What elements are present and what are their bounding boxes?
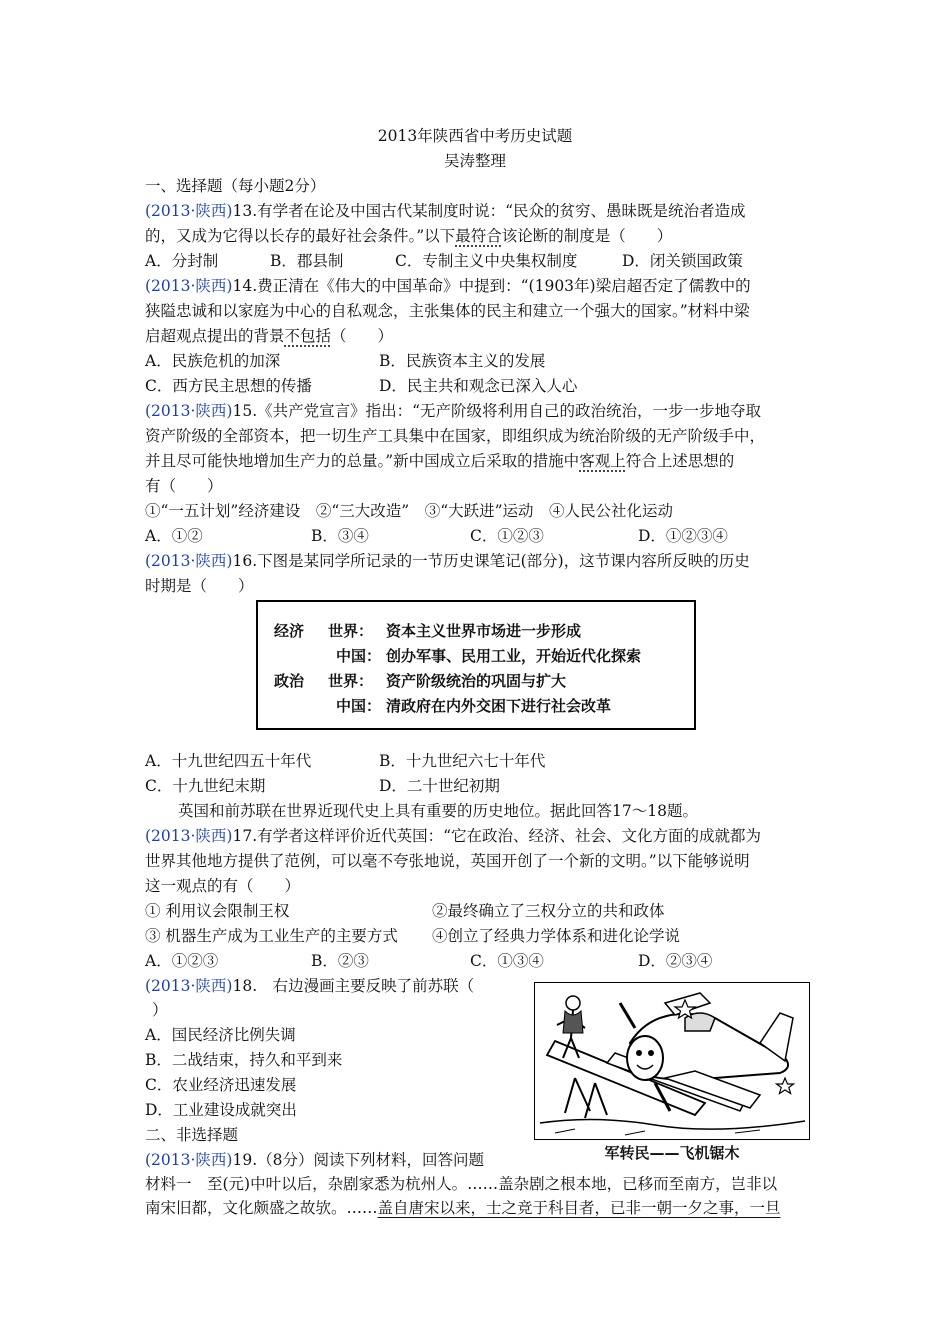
question-15-items: ①“一五计划”经济建设 ②“三大改造” ③“大跃进”运动 ④人民公社化运动 bbox=[145, 502, 674, 520]
notes-label-economy: 经济 bbox=[274, 622, 305, 640]
q14-option-c: C．西方民主思想的传播 bbox=[145, 377, 312, 395]
question-18-line-1: (2013·陕西)18. 右边漫画主要反映了前苏联（ bbox=[145, 977, 475, 995]
q17-option-a: A．①②③ bbox=[145, 952, 219, 970]
notes-row-1: 资本主义世界市场进一步形成 bbox=[386, 622, 582, 640]
q18-option-a: A．国民经济比例失调 bbox=[145, 1026, 296, 1044]
q17-item-2: ②最终确立了三权分立的共和政体 bbox=[432, 902, 665, 920]
question-19-line-1: (2013·陕西)19.（8分）阅读下列材料，回答问题 bbox=[145, 1151, 484, 1169]
cartoon-caption: 军转民——飞机锯木 bbox=[604, 1144, 740, 1162]
q18-option-c: C．农业经济迅速发展 bbox=[145, 1076, 297, 1094]
page-title: 2013年陕西省中考历史试题 bbox=[377, 127, 573, 145]
section-heading-nonchoice: 二、非选择题 bbox=[145, 1126, 239, 1144]
q13-option-c: C．专制主义中央集权制度 bbox=[395, 252, 578, 270]
airplane-sawing-wood-illustration bbox=[535, 983, 808, 1138]
emphasis-text: 最符合 bbox=[455, 227, 502, 245]
question-14-line-3: 启超观点提出的背景不包括（ ） bbox=[145, 327, 394, 345]
q16-option-b: B．十九世纪六七十年代 bbox=[379, 752, 546, 770]
q15-option-c: C．①②③ bbox=[470, 527, 544, 545]
question-16-line-1: (2013·陕西)16.下图是某同学所记录的一节历史课笔记(部分)，这节课内容所反映的历史 bbox=[145, 552, 750, 570]
notes-row-2: 创办军事、民用工业，开始近代化探索 bbox=[386, 647, 642, 665]
notes-row-3: 资产阶级统治的巩固与扩大 bbox=[386, 672, 567, 690]
q14-option-b: B．民族资本主义的发展 bbox=[379, 352, 546, 370]
notes-world-label: 世界： bbox=[328, 622, 374, 640]
source-tag: (2013·陕西) bbox=[145, 202, 233, 220]
question-13-line-2: 的，又成为它得以长存的最好社会条件。”以下最符合该论断的制度是（ ） bbox=[145, 227, 673, 245]
q15-option-a: A．①② bbox=[145, 527, 203, 545]
q17-item-4: ④创立了经典力学体系和进化论学说 bbox=[432, 927, 681, 945]
question-13-line-1: (2013·陕西)13.有学者在论及中国古代某制度时说：“民众的贫穷、愚昧既是统治者造成 bbox=[145, 202, 746, 220]
question-14-line-2: 狭隘忠诚和以家庭为中心的自私观念，主张集体的民主和建立一个强大的国家。”材料中梁 bbox=[145, 302, 750, 320]
section-heading-choice: 一、选择题（每小题2分） bbox=[145, 177, 326, 195]
notes-china-label: 中国： bbox=[336, 647, 382, 665]
q16-option-c: C．十九世纪末期 bbox=[145, 777, 266, 795]
q13-option-d: D．闭关锁国政策 bbox=[622, 252, 743, 270]
q15-option-d: D．①②③④ bbox=[638, 527, 728, 545]
underlined-text: 盖自唐宋以来，士之竞于科目者，已非一朝一夕之事，一旦 bbox=[377, 1199, 781, 1217]
question-19-material-line-2: 南宋旧都，文化颇盛之故欤。……盖自唐宋以来，士之竞于科目者，已非一朝一夕之事，一旦 bbox=[145, 1199, 781, 1217]
q18-option-b: B．二战结束，持久和平到来 bbox=[145, 1051, 343, 1069]
q13-option-b: B．郡县制 bbox=[270, 252, 344, 270]
notes-world-label: 世界： bbox=[328, 672, 374, 690]
q17-option-c: C．①③④ bbox=[470, 952, 544, 970]
q16-option-d: D．二十世纪初期 bbox=[379, 777, 500, 795]
question-14-line-1: (2013·陕西)14.费正清在《伟大的中国革命》中提到：“(1903年)梁启超否定了儒教中的 bbox=[145, 277, 751, 295]
cartoon-image bbox=[534, 982, 810, 1140]
question-17-line-1: (2013·陕西)17.有学者这样评价近代英国：“它在政治、经济、社会、文化方面的成就都为 bbox=[145, 827, 762, 845]
q14-option-a: A．民族危机的加深 bbox=[145, 352, 281, 370]
q17-option-b: B．②③ bbox=[311, 952, 369, 970]
emphasis-text: 不包括 bbox=[284, 327, 332, 345]
q17-item-3: ③ 机器生产成为工业生产的主要方式 bbox=[145, 927, 398, 945]
q16-option-a: A．十九世纪四五十年代 bbox=[145, 752, 312, 770]
question-15-line-3: 并且尽可能快地增加生产力的总量。”新中国成立后采取的措施中客观上符合上述思想的 bbox=[145, 452, 735, 470]
notes-label-politics: 政治 bbox=[274, 672, 305, 690]
intro-17-18: 英国和前苏联在世界近现代史上具有重要的历史地位。据此回答17～18题。 bbox=[178, 802, 698, 820]
q15-option-b: B．③④ bbox=[311, 527, 369, 545]
q17-option-d: D．②③④ bbox=[638, 952, 713, 970]
author-line: 吴涛整理 bbox=[443, 152, 506, 170]
class-notes-box bbox=[256, 600, 696, 730]
question-17-line-2: 世界其他地方提供了范例，可以毫不夸张地说，英国开创了一个新的文明。”以下能够说明 bbox=[145, 852, 750, 870]
q17-item-1: ① 利用议会限制王权 bbox=[145, 902, 290, 920]
question-18-line-2: ） bbox=[152, 1001, 168, 1019]
question-15-line-1: (2013·陕西)15.《共产党宣言》指出：“无产阶级将利用自己的政治统治，一步一步地夺取 bbox=[145, 402, 762, 420]
notes-row-4: 清政府在内外交困下进行社会改革 bbox=[386, 697, 612, 715]
question-17-line-3: 这一观点的有（ ） bbox=[145, 877, 301, 895]
q13-option-a: A．分封制 bbox=[145, 252, 219, 270]
question-19-material-line-1: 材料一 至(元)中叶以后，杂剧家悉为杭州人。……盖杂剧之根本地，已移而至南方，岂非以 bbox=[145, 1175, 778, 1193]
question-15-line-2: 资产阶级的全部资本，把一切生产工具集中在国家，即组织成为统治阶级的无产阶级手中， bbox=[145, 427, 766, 445]
question-16-line-2: 时期是（ ） bbox=[145, 577, 254, 595]
notes-china-label: 中国： bbox=[336, 697, 382, 715]
emphasis-text: 客观上 bbox=[579, 452, 626, 470]
question-15-line-4: 有（ ） bbox=[145, 477, 223, 495]
q18-option-d: D．工业建设成就突出 bbox=[145, 1101, 297, 1119]
q14-option-d: D．民主共和观念已深入人心 bbox=[379, 377, 578, 395]
